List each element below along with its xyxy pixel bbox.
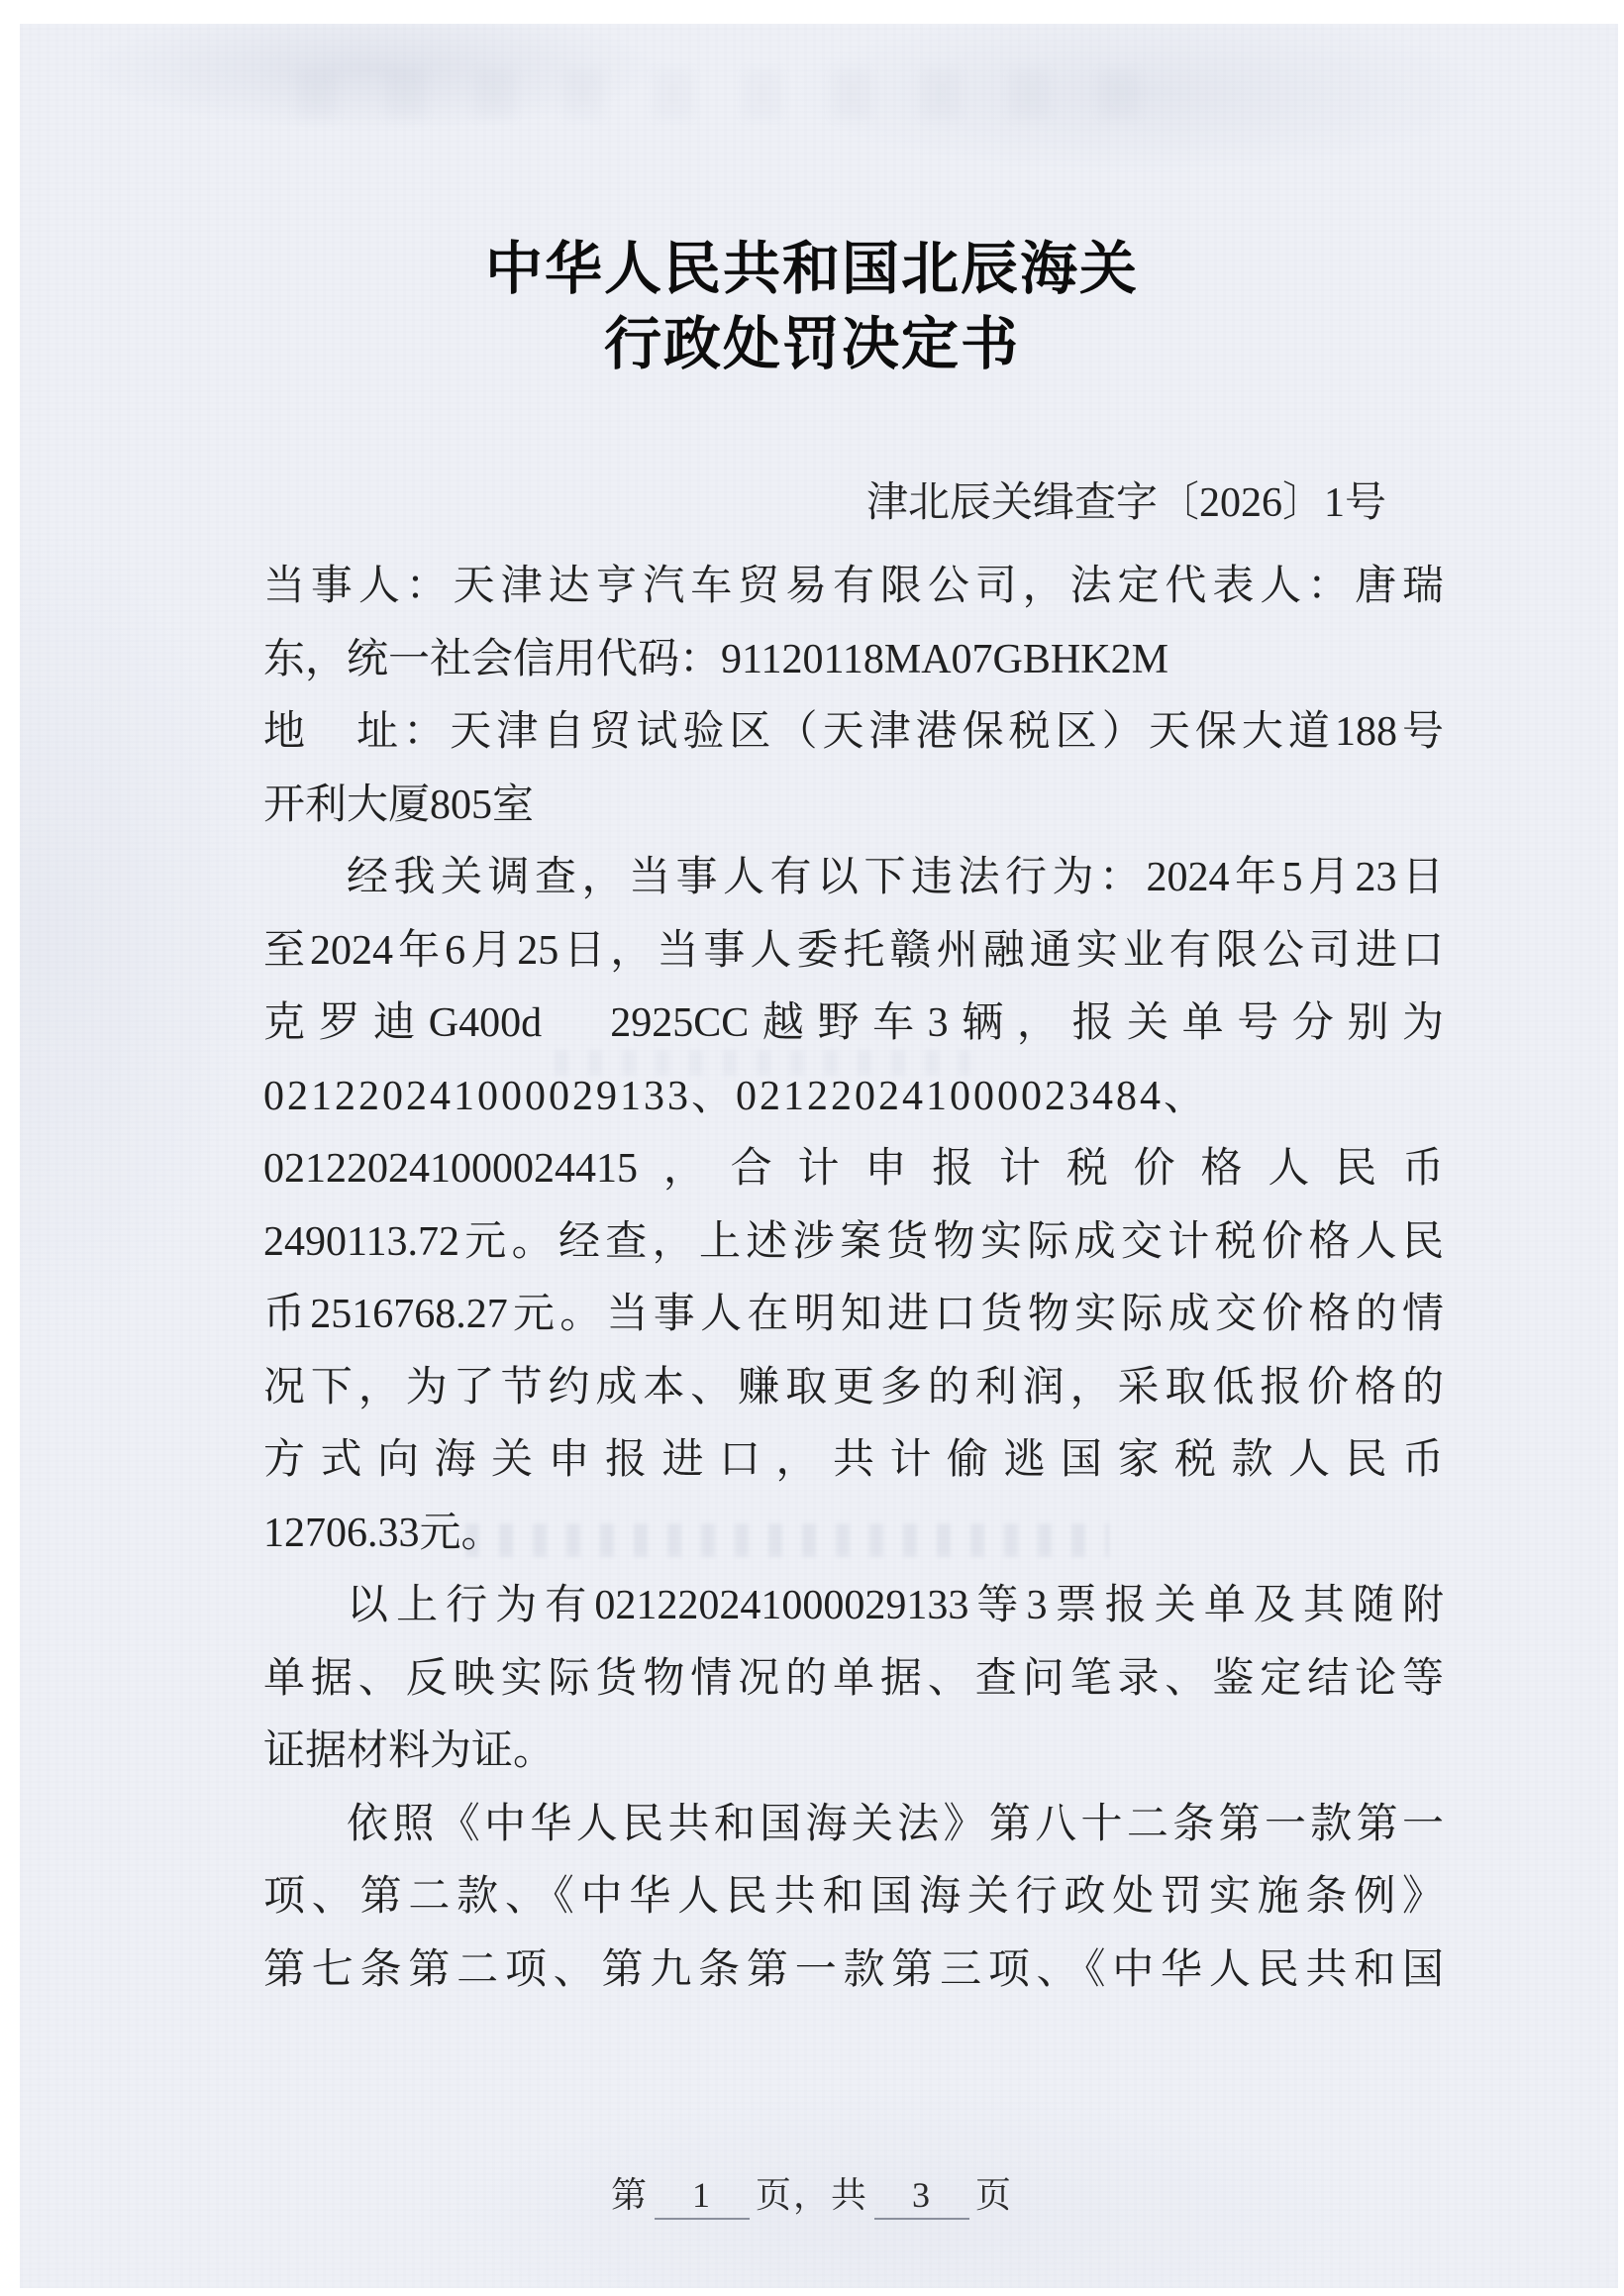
body-line: 币2516768.27元。当事人在明知进口货物实际成交价格的情 [263,1292,1444,1337]
document-title-line1: 中华人民共和国北辰海关 [484,237,1139,301]
body-line: 东，统一社会信用代码：91120118MA07GBHK2M [263,636,1168,682]
body-line: 当事人：天津达亨汽车贸易有限公司，法定代表人：唐瑞 [263,564,1444,609]
body-line: 开利大厦805室 [263,782,535,828]
body-line: 021220241000029133、021220241000023484、 [263,1073,1209,1119]
document-body [263,551,1444,2007]
body-line: 经我关调查，当事人有以下违法行为：2024年5月23日 [347,855,1444,900]
total-page-number: 3 [874,2174,969,2220]
body-line: 021220241000024415，合计申报计税价格人民币 [263,1146,1444,1192]
body-line: 单据、反映实际货物情况的单据、查问笔录、鉴定结论等 [263,1655,1444,1702]
body-line: 况下，为了节约成本、赚取更多的利润，采取低报价格的 [263,1364,1444,1410]
body-line: 第七条第二项、第九条第一款第三项、《中华人民共和国 [263,1946,1444,1993]
body-line: 方式向海关申报进口，共计偷逃国家税款人民币 [263,1437,1444,1483]
body-line: 地 址：天津自贸试验区（天津港保税区）天保大道188号 [263,709,1444,755]
body-line: 以上行为有021220241000029133等3票报关单及其随附 [347,1583,1444,1628]
footer-label-suffix: 页 [975,2175,1014,2215]
body-line: 项、第二款、《中华人民共和国海关行政处罚实施条例》 [263,1874,1444,1920]
reference-number: 津北辰关缉查字〔2026〕1号 [865,480,1386,526]
current-page-number: 1 [655,2174,750,2220]
body-line: 至2024年6月25日，当事人委托赣州融通实业有限公司进口 [263,927,1444,974]
body-line: 克罗迪G400d 2925CC越野车3辆，报关单号分别为 [263,1000,1444,1046]
footer-label-prefix: 第 [610,2175,649,2215]
footer-label-middle: 页，共 [755,2175,868,2215]
body-line: 证据材料为证。 [263,1728,556,1774]
document-title [0,232,1624,382]
body-line: 12706.33元。 [263,1510,503,1556]
page-footer [0,2167,1624,2220]
body-line: 2490113.72元。经查，上述涉案货物实际成交计税价格人民 [263,1218,1444,1265]
body-line: 依照《中华人民共和国海关法》第八十二条第一款第一 [347,1801,1444,1847]
document-title-line2: 行政处罚决定书 [603,312,1020,376]
